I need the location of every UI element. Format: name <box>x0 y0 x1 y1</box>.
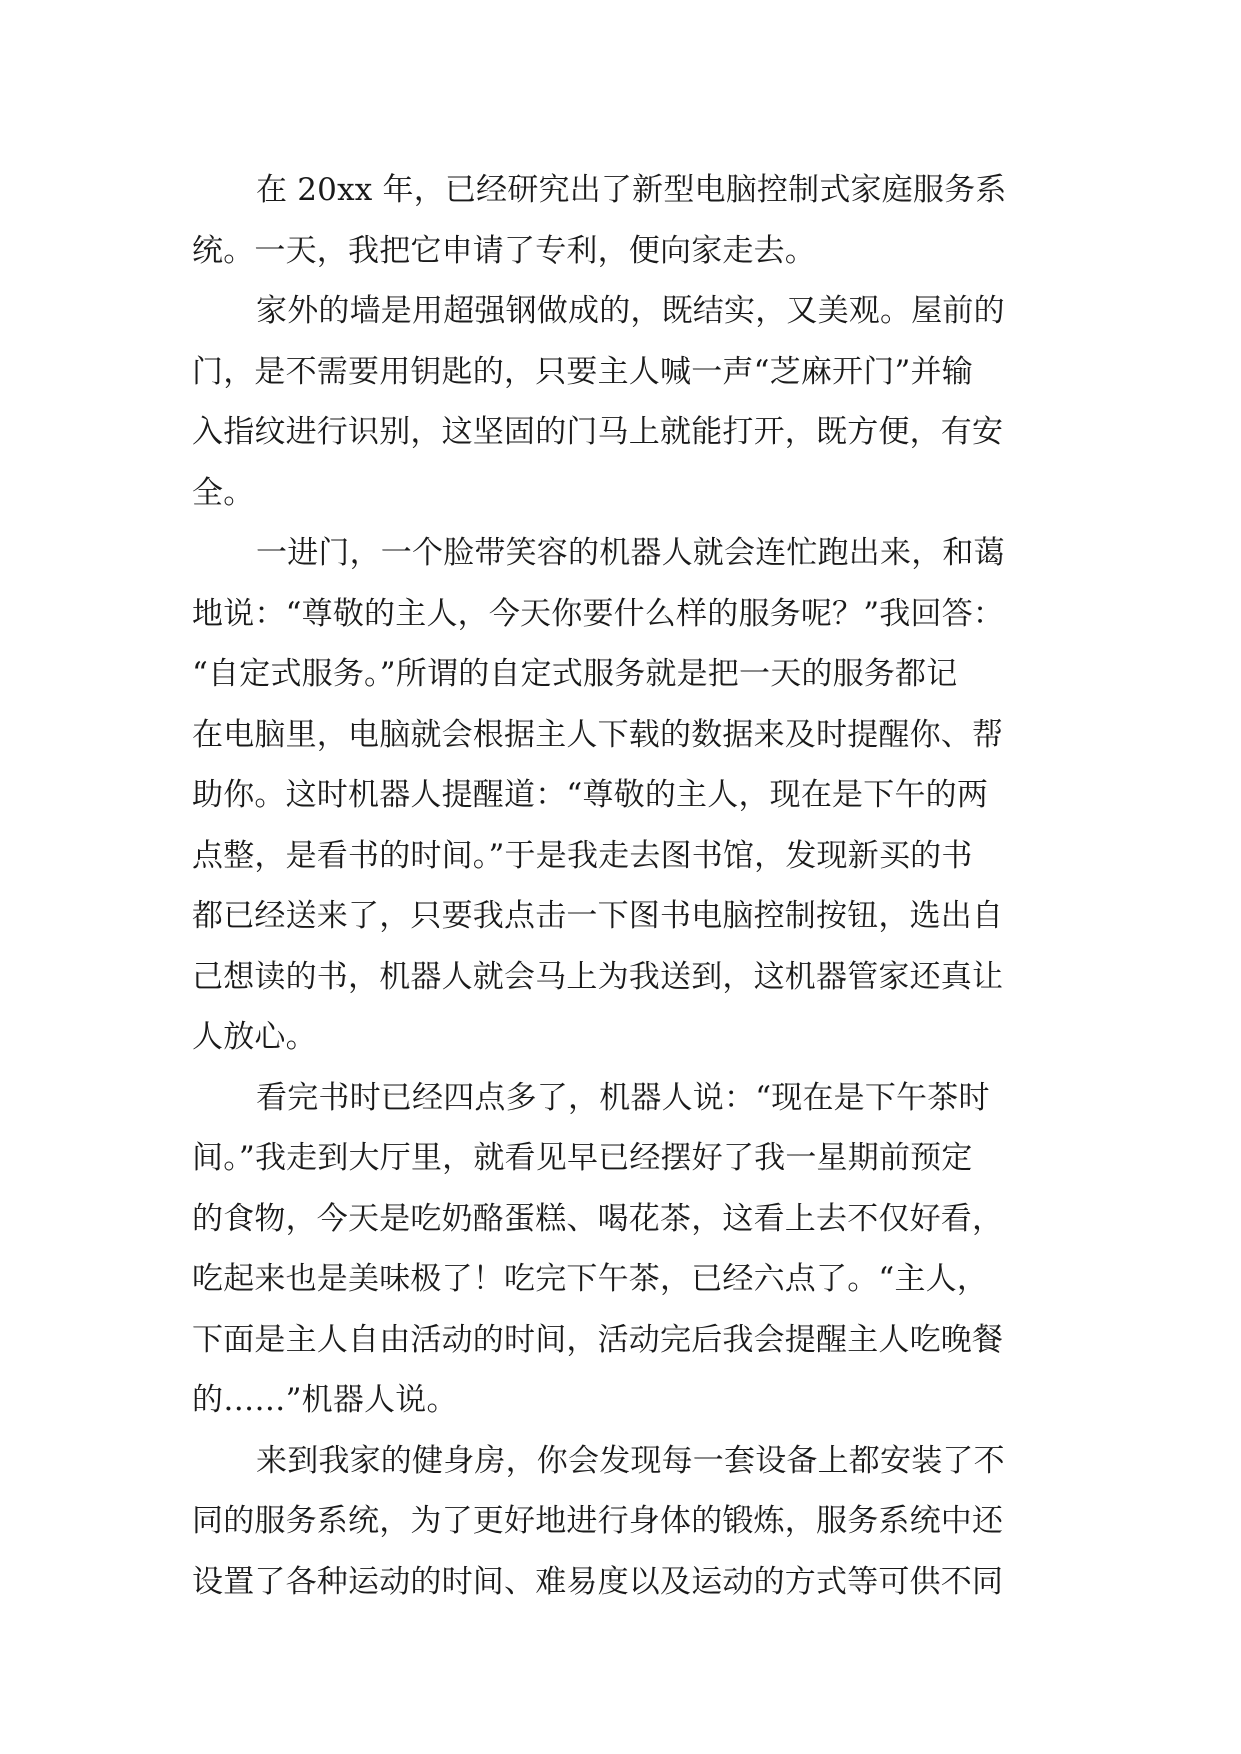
text-line: 全。 <box>192 474 255 511</box>
text-line: 来到我家的健身房，你会发现每一套设备上都安装了不 <box>256 1442 1005 1479</box>
text-line: 入指纹进行识别，这坚固的门马上就能打开，既方便，有安 <box>192 414 1004 450</box>
text-line: 都已经送来了，只要我点击一下图书电脑控制按钮，选出自 <box>192 898 1004 934</box>
text-line: 吃起来也是美味极了！吃完下午茶，已经六点了。“主人， <box>192 1261 989 1297</box>
text-line: 设置了各种运动的时间、难易度以及运动的方式等可供不同 <box>192 1563 1004 1600</box>
text-line: 统。一天，我把它申请了专利，便向家走去。 <box>192 232 816 269</box>
text-line: 在电脑里，电脑就会根据主人下载的数据来及时提醒你、帮 <box>192 716 1004 753</box>
text-line: 的食物，今天是吃奶酪蛋糕、喝花茶，这看上去不仅好看， <box>192 1200 1004 1237</box>
text-line: 家外的墙是用超强钢做成的，既结实，又美观。屋前的 <box>256 293 1005 329</box>
text-line: 看完书时已经四点多了，机器人说：“现在是下午茶时 <box>256 1079 990 1116</box>
text-line: 己想读的书，机器人就会马上为我送到，这机器管家还真让 <box>192 958 1004 995</box>
text-line: 下面是主人自由活动的时间，活动完后我会提醒主人吃晚餐 <box>192 1321 1004 1358</box>
text-line: 人放心。 <box>192 1019 317 1055</box>
text-line: 一进门，一个脸带笑容的机器人就会连忙跑出来，和蔼 <box>256 535 1005 571</box>
text-line: 门，是不需要用钥匙的，只要主人喊一声“芝麻开门”并输 <box>192 353 973 390</box>
text-line: 地说：“尊敬的主人，今天你要什么样的服务呢？”我回答： <box>192 595 1005 632</box>
text-line: 间。”我走到大厅里，就看见早已经摆好了我一星期前预定 <box>192 1140 973 1176</box>
text-line: 在 20xx 年，已经研究出了新型电脑控制式家庭服务系 <box>256 172 1007 208</box>
text-line: 助你。这时机器人提醒道：“尊敬的主人，现在是下午的两 <box>192 777 989 813</box>
text-line: “自定式服务。”所谓的自定式服务就是把一天的服务都记 <box>192 656 958 692</box>
text-line: 同的服务系统，为了更好地进行身体的锻炼，服务系统中还 <box>192 1503 1004 1539</box>
text-line: 点整，是看书的时间。”于是我走去图书馆，发现新买的书 <box>192 837 973 874</box>
document-body <box>192 160 1064 1612</box>
text-line: 的……”机器人说。 <box>192 1382 458 1418</box>
